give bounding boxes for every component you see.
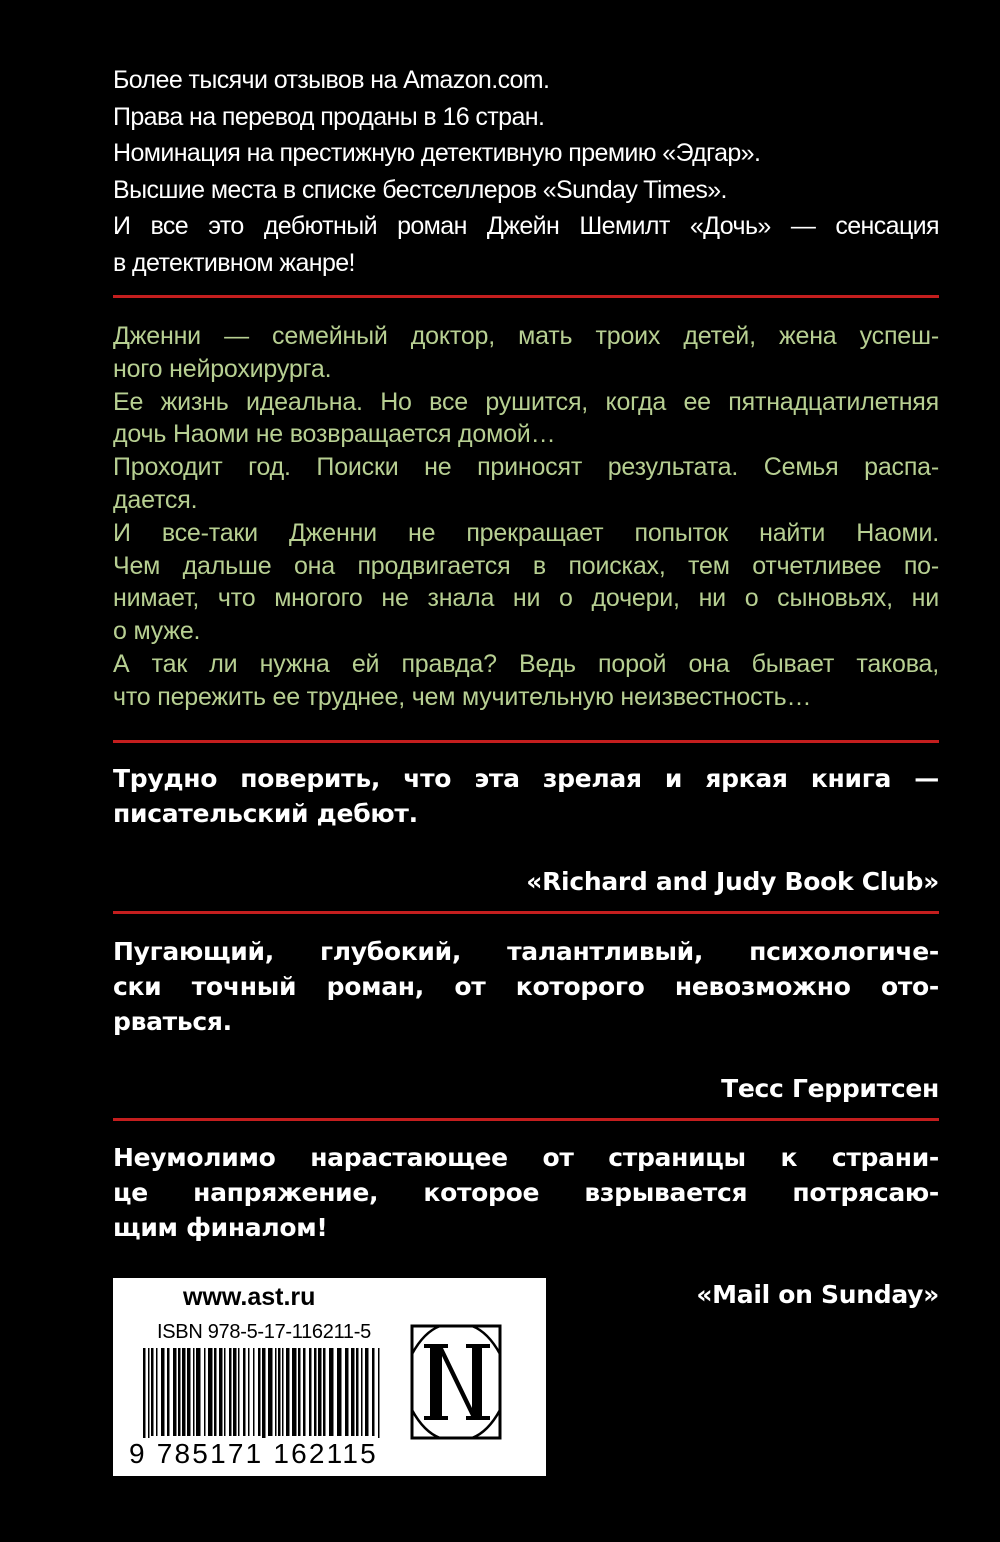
barcode-bar	[286, 1348, 290, 1436]
synopsis-line: Ее жизнь идеальна. Но все рушится, когда ее пятнадцатилетняя	[113, 387, 939, 416]
barcode-bar	[148, 1348, 150, 1448]
barcode-bar	[229, 1348, 232, 1436]
intro-line: Права на перевод проданы в 16 стран.	[113, 102, 545, 131]
publisher-url: www.ast.ru	[183, 1283, 316, 1311]
barcode-bar	[243, 1348, 246, 1436]
barcode-bar	[173, 1348, 177, 1436]
divider	[113, 295, 939, 298]
intro-line: Высшие места в списке бестселлеров «Sunday Times».	[113, 175, 727, 204]
intro-block	[113, 62, 939, 281]
barcode-bar	[318, 1348, 322, 1436]
barcode-bar	[282, 1348, 284, 1436]
barcode-bar	[233, 1348, 237, 1436]
synopsis-line: дочь Наоми не возвращается домой…	[113, 420, 556, 449]
barcode-bar	[182, 1348, 186, 1436]
barcode-bar	[178, 1348, 181, 1436]
barcode-bar	[167, 1348, 170, 1436]
synopsis-line: Проходит год. Поиски не приносят результата. Семья распа-	[113, 453, 939, 482]
review-line: Пугающий, глубокий, талантливый, психологиче-	[113, 937, 939, 966]
barcode-bar	[378, 1348, 380, 1448]
barcode-bar	[224, 1348, 226, 1436]
intro-line: Номинация на престижную детективную премию «Эдгар».	[113, 139, 761, 167]
barcode-bar	[268, 1348, 273, 1436]
barcode-bar	[356, 1348, 359, 1436]
review-line: ски точный роман, от которого невозможно ото-	[113, 972, 939, 1001]
synopsis-block	[113, 320, 939, 714]
intro-line: в детективном жанре!	[113, 248, 355, 277]
review-line: Неумолимо нарастающее от страницы к страни-	[113, 1143, 939, 1172]
review-line: це напряжение, которое взрывается потрясаю-	[113, 1178, 939, 1207]
barcode-bar	[298, 1348, 301, 1436]
synopsis-line: А так ли нужна ей правда? Ведь порой она бывает такова,	[113, 649, 939, 678]
barcode-bar	[193, 1348, 195, 1436]
synopsis-line: что пережить ее труднее, чем мучительную неизвестность…	[113, 682, 812, 711]
review-line: щим финалом!	[113, 1213, 328, 1242]
synopsis-line: нимает, что многого не знала ни о дочери, ни о сыновьях, ни	[113, 584, 939, 613]
barcode-bar	[187, 1348, 191, 1436]
intro-line: И все это дебютный роман Джейн Шемилт «Дочь» — сенсация	[113, 212, 939, 240]
review-quote	[113, 761, 939, 831]
review-line: Трудно поверить, что эта зрелая и яркая книга —	[113, 764, 939, 793]
barcode-bar	[143, 1348, 146, 1448]
barcode-box	[113, 1278, 546, 1476]
synopsis-line: И все-таки Дженни не прекращает попыток найти Наоми.	[113, 518, 939, 547]
divider	[113, 1118, 939, 1121]
barcode-bar	[345, 1348, 349, 1436]
divider	[113, 740, 939, 743]
barcode-bar	[329, 1348, 334, 1436]
review-line: рваться.	[113, 1007, 232, 1036]
barcode-bar	[361, 1348, 363, 1436]
barcode-bar	[337, 1348, 342, 1436]
synopsis-line: ного нейрохирурга.	[113, 354, 332, 383]
barcode-bar	[309, 1348, 312, 1436]
barcode-bar	[219, 1348, 223, 1436]
barcode-bars	[143, 1348, 383, 1448]
review-source: «Richard and Judy Book Club»	[526, 867, 939, 896]
barcode-bar	[372, 1348, 375, 1436]
barcode-bar	[204, 1348, 206, 1436]
barcode-bar	[262, 1348, 266, 1448]
synopsis-line: Дженни — семейный доктор, мать троих детей, жена успеш-	[113, 322, 939, 350]
divider	[113, 911, 939, 914]
barcode-bar	[258, 1348, 261, 1436]
barcode-bar	[151, 1348, 154, 1436]
barcode-bar	[314, 1348, 317, 1436]
synopsis-line: дается.	[113, 485, 198, 514]
barcode-bar	[196, 1348, 201, 1436]
barcode-bar	[253, 1348, 255, 1436]
synopsis-line: Чем дальше она продвигается в поисках, тем отчетливее по-	[113, 551, 939, 580]
barcode-bar	[214, 1348, 217, 1436]
barcode-digits: 9 785171 162115	[129, 1438, 381, 1470]
review-source: Тесс Герритсен	[721, 1074, 939, 1103]
barcode-bar	[208, 1348, 213, 1436]
intro-line: Более тысячи отзывов на Amazon.com.	[113, 66, 550, 94]
review-source: «Mail on Sunday»	[696, 1280, 939, 1309]
synopsis-line: о муже.	[113, 617, 201, 646]
isbn-number: ISBN 978-5-17-116211-5	[157, 1321, 371, 1343]
barcode-bar	[351, 1348, 355, 1436]
barcode-bar	[238, 1348, 240, 1436]
barcode-bar	[365, 1348, 369, 1436]
barcode-bar	[323, 1348, 326, 1436]
barcode-bar	[161, 1348, 165, 1436]
barcode-bar	[275, 1348, 277, 1436]
barcode-bar	[303, 1348, 306, 1436]
barcode-bar	[248, 1348, 250, 1436]
review-quote	[113, 934, 939, 1039]
review-quote	[113, 1140, 939, 1245]
review-line: писательский дебют.	[113, 799, 418, 828]
barcode-bar	[156, 1348, 158, 1436]
barcode-bar	[278, 1348, 281, 1436]
publisher-logo-icon	[410, 1324, 502, 1440]
barcode-bar	[292, 1348, 297, 1436]
